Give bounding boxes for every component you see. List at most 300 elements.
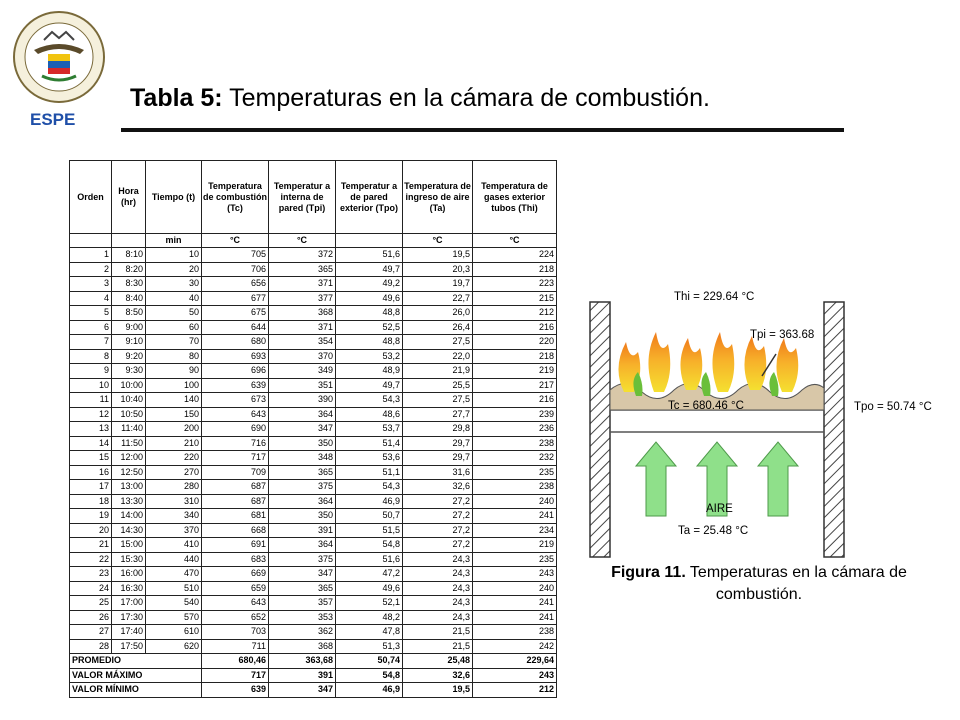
- table-cell: 368: [269, 306, 336, 321]
- table-cell: 15:30: [112, 552, 146, 567]
- table-cell: 29,7: [403, 436, 473, 451]
- table-cell: 540: [146, 596, 202, 611]
- table-cell: 215: [473, 291, 557, 306]
- unit-cell: °C: [269, 234, 336, 248]
- unit-cell: [336, 234, 403, 248]
- table-cell: 224: [473, 248, 557, 263]
- table-cell: 240: [473, 581, 557, 596]
- figure-caption: [584, 562, 934, 606]
- table-row: [70, 596, 557, 611]
- table-cell: 347: [269, 567, 336, 582]
- table-row: [70, 581, 557, 596]
- table-cell: 53,6: [336, 451, 403, 466]
- table-cell: 652: [202, 610, 269, 625]
- table-row: [70, 523, 557, 538]
- table-cell: 218: [473, 262, 557, 277]
- table-cell: 49,2: [336, 277, 403, 292]
- summary-row: [70, 683, 557, 698]
- header-tc: Temperatura de combustión (Tc): [202, 161, 269, 234]
- table-cell: 350: [269, 436, 336, 451]
- table-row: [70, 378, 557, 393]
- table-cell: 703: [202, 625, 269, 640]
- table-cell: 53,7: [336, 422, 403, 437]
- table-cell: 351: [269, 378, 336, 393]
- table-cell: 1: [70, 248, 112, 263]
- table-cell: 362: [269, 625, 336, 640]
- table-cell: 48,8: [336, 306, 403, 321]
- table-cell: 16:00: [112, 567, 146, 582]
- table-cell: 235: [473, 552, 557, 567]
- table-row: [70, 552, 557, 567]
- table-cell: 350: [269, 509, 336, 524]
- table-cell: 365: [269, 262, 336, 277]
- table-row: [70, 509, 557, 524]
- table-cell: 32,6: [403, 480, 473, 495]
- table-row: [70, 422, 557, 437]
- table-row: [70, 480, 557, 495]
- table-cell: 28: [70, 639, 112, 654]
- unit-cell: °C: [403, 234, 473, 248]
- table-cell: 11:50: [112, 436, 146, 451]
- table-cell: 90: [146, 364, 202, 379]
- table-cell: 375: [269, 480, 336, 495]
- table-cell: 17:30: [112, 610, 146, 625]
- table-cell: 54,3: [336, 480, 403, 495]
- table-cell: 48,9: [336, 364, 403, 379]
- table-cell: 370: [269, 349, 336, 364]
- table-cell: 14:30: [112, 523, 146, 538]
- table-cell: 12: [70, 407, 112, 422]
- table-cell: 9:20: [112, 349, 146, 364]
- summary-value: 639: [202, 683, 269, 698]
- title-text: Temperaturas en la cámara de combustión.: [222, 84, 710, 112]
- table-cell: 643: [202, 407, 269, 422]
- table-cell: 680: [202, 335, 269, 350]
- table-cell: 243: [473, 567, 557, 582]
- table-cell: 238: [473, 436, 557, 451]
- table-cell: 365: [269, 581, 336, 596]
- table-cell: 12:50: [112, 465, 146, 480]
- summary-value: 717: [202, 668, 269, 683]
- table-cell: 51,5: [336, 523, 403, 538]
- left-wall: [590, 302, 610, 557]
- table-cell: 210: [146, 436, 202, 451]
- espe-logo: [12, 10, 106, 104]
- table-cell: 50: [146, 306, 202, 321]
- title-prefix: Tabla 5:: [130, 84, 223, 112]
- table-cell: 687: [202, 480, 269, 495]
- table-cell: 364: [269, 494, 336, 509]
- table-cell: 570: [146, 610, 202, 625]
- table-cell: 270: [146, 465, 202, 480]
- unit-cell: °C: [473, 234, 557, 248]
- summary-value: 680,46: [202, 654, 269, 669]
- table-cell: 10:00: [112, 378, 146, 393]
- summary-row: [70, 654, 557, 669]
- table-cell: 22,7: [403, 291, 473, 306]
- table-row: [70, 262, 557, 277]
- table-cell: 669: [202, 567, 269, 582]
- table-cell: 668: [202, 523, 269, 538]
- summary-value: 32,6: [403, 668, 473, 683]
- table-cell: 234: [473, 523, 557, 538]
- table-cell: 687: [202, 494, 269, 509]
- table-cell: 21,5: [403, 625, 473, 640]
- table-cell: 241: [473, 596, 557, 611]
- table-row: [70, 610, 557, 625]
- table-cell: 716: [202, 436, 269, 451]
- table-cell: 16:30: [112, 581, 146, 596]
- table-cell: 241: [473, 610, 557, 625]
- unit-cell: [70, 234, 112, 248]
- table-cell: 216: [473, 393, 557, 408]
- header-tpo: Temperatur a de pared exterior (Tpo): [336, 161, 403, 234]
- table-row: [70, 291, 557, 306]
- caption-prefix: Figura 11.: [611, 564, 686, 581]
- table-cell: 50,7: [336, 509, 403, 524]
- table-cell: 693: [202, 349, 269, 364]
- table-cell: 620: [146, 639, 202, 654]
- table-cell: 470: [146, 567, 202, 582]
- summary-value: 363,68: [269, 654, 336, 669]
- table-cell: 673: [202, 393, 269, 408]
- table-cell: 240: [473, 494, 557, 509]
- table-cell: 21,9: [403, 364, 473, 379]
- table-cell: 47,8: [336, 625, 403, 640]
- tc-label: Tc = 680.46 °C: [668, 400, 744, 412]
- table-cell: 696: [202, 364, 269, 379]
- table-cell: 60: [146, 320, 202, 335]
- brand-label: ESPE: [30, 110, 76, 129]
- table-cell: 675: [202, 306, 269, 321]
- unit-cell: min: [146, 234, 202, 248]
- table-cell: 21,5: [403, 639, 473, 654]
- table-row: [70, 451, 557, 466]
- table-cell: 14: [70, 436, 112, 451]
- table-cell: 29,8: [403, 422, 473, 437]
- table-cell: 11:40: [112, 422, 146, 437]
- header-hora: Hora (hr): [112, 161, 146, 234]
- table-cell: 8:10: [112, 248, 146, 263]
- table-cell: 23: [70, 567, 112, 582]
- table-cell: 24: [70, 581, 112, 596]
- table-cell: 238: [473, 625, 557, 640]
- table-cell: 15: [70, 451, 112, 466]
- table-cell: 377: [269, 291, 336, 306]
- table-cell: 8:30: [112, 277, 146, 292]
- table-cell: 22: [70, 552, 112, 567]
- table-summary: [70, 654, 557, 698]
- table-cell: 659: [202, 581, 269, 596]
- table-cell: 5: [70, 306, 112, 321]
- table-cell: 7: [70, 335, 112, 350]
- table-cell: 368: [269, 639, 336, 654]
- table-cell: 239: [473, 407, 557, 422]
- header-thi: Temperatura de gases exterior tubos (Thi): [473, 161, 557, 234]
- table-cell: 53,2: [336, 349, 403, 364]
- table-cell: 27,2: [403, 523, 473, 538]
- table-cell: 21: [70, 538, 112, 553]
- summary-value: 243: [473, 668, 557, 683]
- table-row: [70, 364, 557, 379]
- table-cell: 643: [202, 596, 269, 611]
- table-cell: 220: [473, 335, 557, 350]
- table-cell: 353: [269, 610, 336, 625]
- table-row: [70, 248, 557, 263]
- table-cell: 14:00: [112, 509, 146, 524]
- table-cell: 49,6: [336, 291, 403, 306]
- table-cell: 709: [202, 465, 269, 480]
- table-cell: 681: [202, 509, 269, 524]
- table-cell: 13:30: [112, 494, 146, 509]
- flames: [618, 332, 798, 396]
- table-cell: 49,7: [336, 262, 403, 277]
- unit-cell: °C: [202, 234, 269, 248]
- summary-label: PROMEDIO: [70, 654, 202, 669]
- right-wall: [824, 302, 844, 557]
- table-cell: 8:40: [112, 291, 146, 306]
- table-cell: 51,6: [336, 552, 403, 567]
- table-row: [70, 349, 557, 364]
- header-orden: Orden: [70, 161, 112, 234]
- table-cell: 24,3: [403, 581, 473, 596]
- table-cell: 18: [70, 494, 112, 509]
- table-cell: 47,2: [336, 567, 403, 582]
- table-cell: 52,5: [336, 320, 403, 335]
- table-cell: 218: [473, 349, 557, 364]
- table-cell: 364: [269, 538, 336, 553]
- summary-label: VALOR MÁXIMO: [70, 668, 202, 683]
- table-cell: 27,2: [403, 494, 473, 509]
- table-cell: 11: [70, 393, 112, 408]
- table-cell: 354: [269, 335, 336, 350]
- table-cell: 15:00: [112, 538, 146, 553]
- table-body: [70, 248, 557, 654]
- table-cell: 80: [146, 349, 202, 364]
- table-cell: 340: [146, 509, 202, 524]
- table-cell: 10:50: [112, 407, 146, 422]
- table-cell: 349: [269, 364, 336, 379]
- tpi-label: Tpi = 363.68: [750, 329, 815, 341]
- table-cell: 200: [146, 422, 202, 437]
- table-cell: 241: [473, 509, 557, 524]
- table-cell: 29,7: [403, 451, 473, 466]
- tpo-label: Tpo = 50.74 °C: [854, 401, 932, 413]
- table-cell: 217: [473, 378, 557, 393]
- table-row: [70, 639, 557, 654]
- table-cell: 22,0: [403, 349, 473, 364]
- table-cell: 51,1: [336, 465, 403, 480]
- combustion-chamber-figure: [586, 280, 946, 570]
- table-cell: 348: [269, 451, 336, 466]
- table-cell: 9:00: [112, 320, 146, 335]
- table-row: [70, 320, 557, 335]
- table-row: [70, 407, 557, 422]
- table-cell: 27,5: [403, 335, 473, 350]
- table-row: [70, 567, 557, 582]
- table-cell: 717: [202, 451, 269, 466]
- table-cell: 216: [473, 320, 557, 335]
- summary-value: 46,9: [336, 683, 403, 698]
- table-row: [70, 538, 557, 553]
- caption-text: Temperaturas en la cámara de combustión.: [685, 564, 907, 603]
- table-cell: 10: [146, 248, 202, 263]
- table-row: [70, 436, 557, 451]
- table-cell: 9:10: [112, 335, 146, 350]
- header-ta: Temperatura de ingreso de aire (Ta): [403, 161, 473, 234]
- table-cell: 19,5: [403, 248, 473, 263]
- summary-value: 229,64: [473, 654, 557, 669]
- table-cell: 690: [202, 422, 269, 437]
- table-cell: 48,8: [336, 335, 403, 350]
- temperature-table: [69, 160, 557, 698]
- table-cell: 391: [269, 523, 336, 538]
- table-cell: 25,5: [403, 378, 473, 393]
- table-cell: 2: [70, 262, 112, 277]
- table-cell: 280: [146, 480, 202, 495]
- table-cell: 705: [202, 248, 269, 263]
- table-cell: 51,3: [336, 639, 403, 654]
- table-cell: 54,3: [336, 393, 403, 408]
- table-cell: 27,5: [403, 393, 473, 408]
- table-cell: 390: [269, 393, 336, 408]
- table-cell: 8: [70, 349, 112, 364]
- table-cell: 347: [269, 422, 336, 437]
- table-cell: 238: [473, 480, 557, 495]
- table-cell: 232: [473, 451, 557, 466]
- table-cell: 8:50: [112, 306, 146, 321]
- table-cell: 51,4: [336, 436, 403, 451]
- table-cell: 212: [473, 306, 557, 321]
- table-cell: 6: [70, 320, 112, 335]
- table-cell: 357: [269, 596, 336, 611]
- table-cell: 219: [473, 538, 557, 553]
- table-cell: 691: [202, 538, 269, 553]
- table-cell: 20: [146, 262, 202, 277]
- thi-label: Thi = 229.64 °C: [674, 291, 755, 303]
- table-cell: 27,2: [403, 538, 473, 553]
- table-cell: 9: [70, 364, 112, 379]
- table-cell: 706: [202, 262, 269, 277]
- table-cell: 410: [146, 538, 202, 553]
- table-cell: 711: [202, 639, 269, 654]
- table-cell: 26: [70, 610, 112, 625]
- summary-value: 25,48: [403, 654, 473, 669]
- table-row: [70, 393, 557, 408]
- table-cell: 25: [70, 596, 112, 611]
- table-cell: 219: [473, 364, 557, 379]
- table-cell: 19,7: [403, 277, 473, 292]
- table-cell: 17:50: [112, 639, 146, 654]
- table-cell: 10: [70, 378, 112, 393]
- table-cell: 24,3: [403, 596, 473, 611]
- table-cell: 70: [146, 335, 202, 350]
- table-cell: 16: [70, 465, 112, 480]
- table-cell: 40: [146, 291, 202, 306]
- table-cell: 220: [146, 451, 202, 466]
- table-cell: 46,9: [336, 494, 403, 509]
- table-cell: 683: [202, 552, 269, 567]
- ta-label: Ta = 25.48 °C: [678, 525, 749, 537]
- summary-value: 391: [269, 668, 336, 683]
- table-cell: 17: [70, 480, 112, 495]
- table-cell: 27: [70, 625, 112, 640]
- table-cell: 140: [146, 393, 202, 408]
- table-row: [70, 465, 557, 480]
- table-cell: 20,3: [403, 262, 473, 277]
- summary-row: [70, 668, 557, 683]
- table-cell: 26,0: [403, 306, 473, 321]
- table-cell: 510: [146, 581, 202, 596]
- table-cell: 370: [146, 523, 202, 538]
- table-row: [70, 494, 557, 509]
- table-cell: 364: [269, 407, 336, 422]
- table-cell: 12:00: [112, 451, 146, 466]
- summary-value: 347: [269, 683, 336, 698]
- summary-value: 212: [473, 683, 557, 698]
- table-cell: 24,3: [403, 552, 473, 567]
- table-cell: 20: [70, 523, 112, 538]
- table-cell: 371: [269, 320, 336, 335]
- table-cell: 656: [202, 277, 269, 292]
- table-cell: 644: [202, 320, 269, 335]
- table-cell: 27,2: [403, 509, 473, 524]
- table-cell: 440: [146, 552, 202, 567]
- table-cell: 17:00: [112, 596, 146, 611]
- table-cell: 10:40: [112, 393, 146, 408]
- summary-value: 50,74: [336, 654, 403, 669]
- table-cell: 235: [473, 465, 557, 480]
- table-row: [70, 625, 557, 640]
- table-cell: 9:30: [112, 364, 146, 379]
- table-cell: 17:40: [112, 625, 146, 640]
- table-cell: 31,6: [403, 465, 473, 480]
- aire-label: AIRE: [706, 503, 733, 515]
- table-cell: 24,3: [403, 610, 473, 625]
- table-cell: 52,1: [336, 596, 403, 611]
- table-cell: 48,2: [336, 610, 403, 625]
- table-cell: 371: [269, 277, 336, 292]
- summary-label: VALOR MÍNIMO: [70, 683, 202, 698]
- table-cell: 677: [202, 291, 269, 306]
- table-cell: 51,6: [336, 248, 403, 263]
- table-cell: 4: [70, 291, 112, 306]
- table-cell: 26,4: [403, 320, 473, 335]
- table-cell: 27,7: [403, 407, 473, 422]
- summary-value: 54,8: [336, 668, 403, 683]
- page-title: [130, 84, 710, 113]
- table-cell: 223: [473, 277, 557, 292]
- table-cell: 365: [269, 465, 336, 480]
- table-cell: 375: [269, 552, 336, 567]
- table-cell: 54,8: [336, 538, 403, 553]
- summary-value: 19,5: [403, 683, 473, 698]
- table-cell: 100: [146, 378, 202, 393]
- table-cell: 310: [146, 494, 202, 509]
- table-row: [70, 306, 557, 321]
- table-cell: 3: [70, 277, 112, 292]
- title-underline: [121, 128, 844, 132]
- table-cell: 372: [269, 248, 336, 263]
- table-cell: 30: [146, 277, 202, 292]
- table-cell: 639: [202, 378, 269, 393]
- table-cell: 24,3: [403, 567, 473, 582]
- header-tpi: Temperatur a interna de pared (Tpi): [269, 161, 336, 234]
- table-cell: 236: [473, 422, 557, 437]
- table-cell: 150: [146, 407, 202, 422]
- table-cell: 49,7: [336, 378, 403, 393]
- table-cell: 19: [70, 509, 112, 524]
